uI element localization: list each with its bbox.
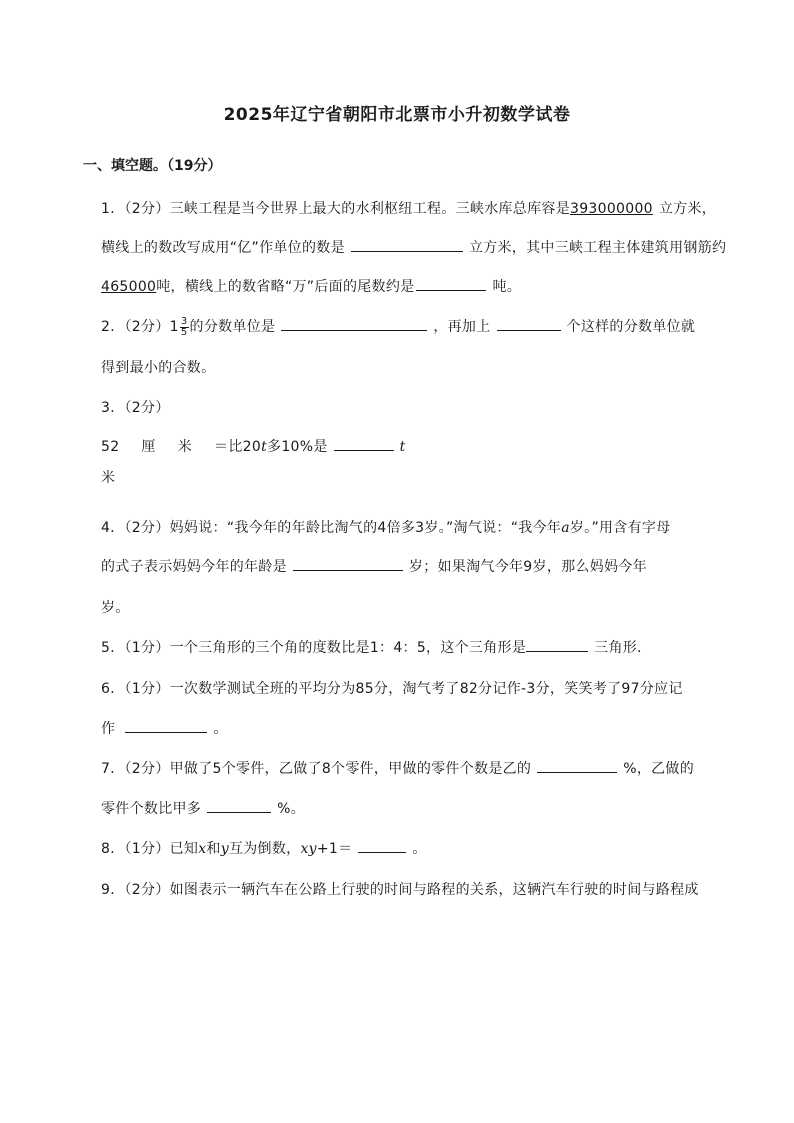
q1-number-393000000: 393000000 (570, 201, 653, 217)
q5-line-1: 5．（1分）一个三角形的三个角的度数比是1：4：5，这个三角形是 三角形． (101, 637, 651, 657)
q2-fraction: $\frac{3}{5}$ (180, 315, 188, 338)
q4-line-3: 岁。 (101, 600, 130, 616)
q1-line-1: 1．（2分）三峡工程是当今世界上最大的水利枢纽工程。三峡水库总库容是393000000 立方米， (101, 201, 717, 217)
q6-blank[interactable] (125, 718, 207, 733)
q1-blank-1[interactable] (351, 237, 463, 252)
q3-line-3: 米 (101, 470, 116, 486)
section-heading: 一、填空题。（19分） (83, 158, 222, 174)
q2-line-2: 得到最小的合数。 (101, 360, 216, 376)
q8-line-1: 8．（1分）已知x和y互为倒数，xy+1＝ 。 (101, 838, 427, 858)
q1-number-465000: 465000 (101, 279, 157, 295)
q9-line-1: 9．（2分）如图表示一辆汽车在公路上行驶的时间与路程的关系，这辆汽车行驶的时间与路程成 (101, 882, 699, 898)
q1-line-3: 465000吨，横线上的数省略“万”后面的尾数约是 吨。 (101, 276, 521, 296)
q3-line-2: 52 厘 米 ＝比20t多10%是 t (101, 436, 406, 456)
q1-blank-2[interactable] (416, 276, 486, 291)
q6-line-2: 作 。 (101, 718, 228, 738)
q3-line-1: 3．（2分） (101, 400, 170, 416)
q4-line-2: 的式子表示妈妈今年的年龄是 岁；如果淘气今年9岁，那么妈妈今年 (101, 556, 647, 576)
q4-line-1: 4．（2分）妈妈说：“我今年的年龄比淘气的4倍多3岁。”淘气说：“我今年a岁。”用含有字母 (101, 520, 671, 536)
q8-blank[interactable] (358, 838, 406, 853)
q2-mixed-number-whole: 1 (169, 319, 179, 335)
q2-blank-1[interactable] (281, 316, 427, 331)
page-title: 2025年辽宁省朝阳市北票市小升初数学试卷 (223, 105, 571, 125)
q7-blank-1[interactable] (537, 758, 617, 773)
q3-blank[interactable] (334, 436, 394, 451)
q5-blank[interactable] (526, 637, 588, 652)
q7-line-2: 零件个数比甲多 %。 (101, 798, 305, 818)
q7-blank-2[interactable] (207, 798, 271, 813)
q4-blank[interactable] (293, 556, 403, 571)
q2-blank-2[interactable] (497, 316, 561, 331)
q2-line-1: 2．（2分）1 $\frac{3}{5}$ 的分数单位是 ，再加上 个这样的分数单位就 (101, 315, 696, 338)
q6-line-1: 6．（1分）一次数学测试全班的平均分为85分，淘气考了82分记作-3分，笑笑考了97分应记 (101, 681, 683, 697)
q1-line-2: 横线上的数改写成用“亿”作单位的数是 立方米，其中三峡工程主体建筑用钢筋约 (101, 237, 726, 257)
q7-line-1: 7．（2分）甲做了5个零件，乙做了8个零件，甲做的零件个数是乙的 %，乙做的 (101, 758, 694, 778)
